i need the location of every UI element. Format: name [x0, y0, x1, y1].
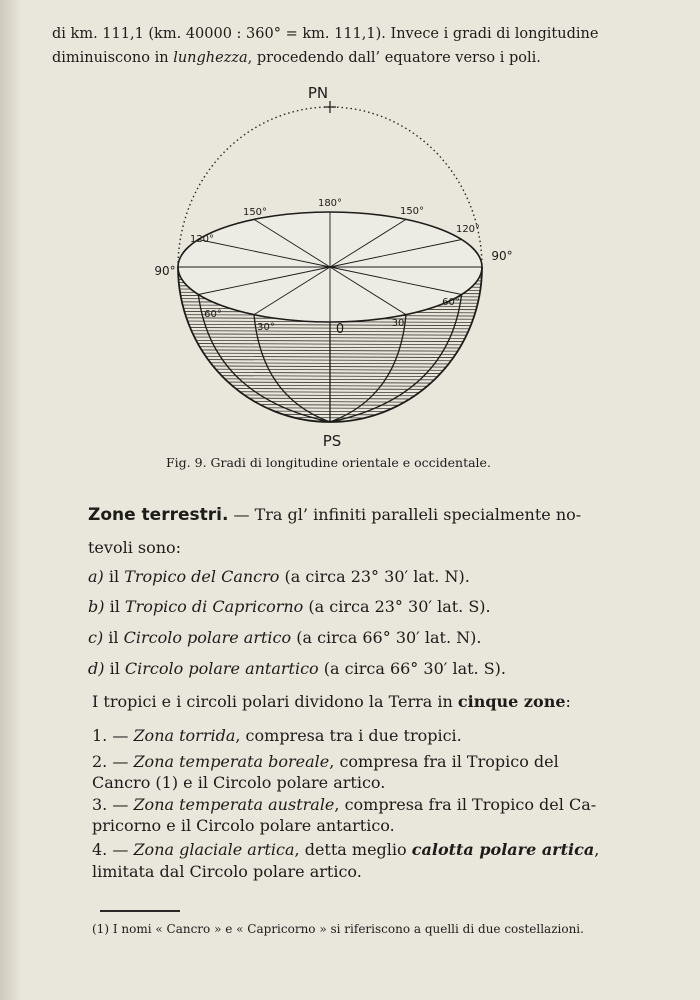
- section-intro-line-1: Zone terrestri. — Tra gl’ infiniti paralleli specialmente no-: [88, 505, 582, 525]
- label-60-right: 60°: [442, 297, 460, 308]
- label-90-left: 90°: [154, 264, 176, 278]
- list-item-a: a) il Tropico del Cancro (a circa 23° 30′ lat. N).: [88, 567, 470, 586]
- footnote: (1) I nomi « Cancro » e « Capricorno » si riferiscono a quelli di due costellazioni.: [92, 922, 584, 936]
- page-edge: [0, 0, 22, 1000]
- zone-2-line-2: Cancro (1) e il Circolo polare artico.: [92, 773, 386, 792]
- label-120-left: 120°: [189, 234, 215, 245]
- label-0: 0: [335, 322, 345, 337]
- list-item-c: c) il Circolo polare artico (a circa 66° 30′ lat. N).: [88, 628, 482, 647]
- intro-line-2: diminuiscono in lunghezza, procedendo dall’ equatore verso i poli.: [52, 50, 541, 66]
- list-item-d: d) il Circolo polare antartico (a circa 66° 30′ lat. S).: [88, 659, 507, 678]
- zone-4-line-1: 4. — Zona glaciale artica, detta meglio calotta polare artica,: [92, 840, 600, 859]
- footnote-divider: [100, 910, 180, 912]
- zones-intro: I tropici e i circoli polari dividono la Terra in cinque zone:: [92, 692, 571, 711]
- label-150-right: 150°: [399, 206, 425, 217]
- zone-4-line-2: limitata dal Circolo polare artico.: [92, 862, 362, 881]
- list-item-b: b) il Tropico di Capricorno (a circa 23° 30′ lat. S).: [88, 597, 491, 616]
- zone-3-line-2: pricorno e il Circolo polare antartico.: [92, 816, 395, 835]
- zone-2-line-1: 2. — Zona temperata boreale, compresa fra il Tropico del: [92, 752, 559, 771]
- intro-line-1: di km. 111,1 (km. 40000 : 360° = km. 111,1). Invece i gradi di longitudine: [52, 26, 599, 42]
- pole-south-label: PS: [322, 432, 342, 450]
- section-heading: Zone terrestri.: [88, 505, 229, 525]
- label-180: 180°: [317, 198, 343, 209]
- label-120-right: 120°: [455, 224, 481, 235]
- pole-north-label: PN: [307, 84, 329, 102]
- label-30-left: 30°: [257, 322, 275, 333]
- longitude-hemisphere-figure: [140, 80, 520, 455]
- label-60-left: 60°: [204, 309, 222, 320]
- section-intro-line-2: tevoli sono:: [88, 538, 182, 557]
- label-30-right: 30: [391, 318, 405, 329]
- figure-caption: Fig. 9. Gradi di longitudine orientale e occidentale.: [166, 455, 491, 470]
- label-90-right: 90°: [491, 249, 513, 263]
- zone-3-line-1: 3. — Zona temperata australe, compresa fra il Tropico del Ca-: [92, 795, 597, 814]
- label-150-left: 150°: [242, 207, 268, 218]
- zone-1-line-1: 1. — Zona torrida, compresa tra i due tropici.: [92, 726, 462, 745]
